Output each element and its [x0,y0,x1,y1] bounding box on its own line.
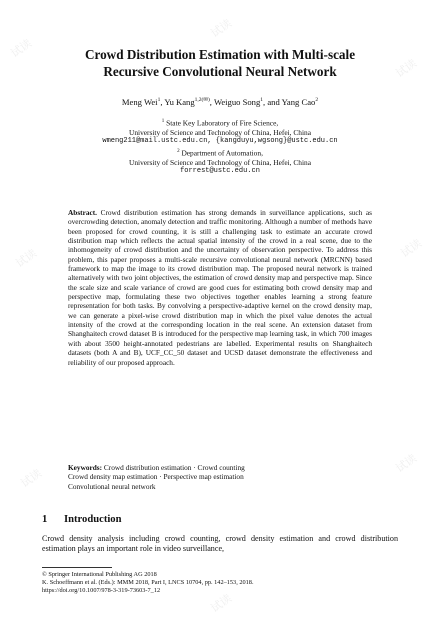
section-number: 1 [42,514,48,525]
watermark: 试读 [208,16,235,41]
keyword: Crowd density map estimation [68,472,158,482]
doi-link[interactable]: https://doi.org/10.1007/978-3-319-73603-7_12 [42,587,161,595]
watermark: 试读 [13,246,40,271]
watermark: 试读 [18,466,45,491]
author-affil-mark: 1 [260,97,264,103]
affiliation-text: State Key Laboratory of Fire Science, [166,118,279,128]
affiliation-emails[interactable]: forrest@ustc.edu.cn [180,166,260,175]
author-affil-mark: 1,2(✉) [194,97,210,103]
title-line: Crowd Distribution Estimation with Multi-scale [84,47,356,62]
footnote-rule [42,567,112,568]
watermark: 试读 [208,591,235,616]
abstract-label: Abstract. [68,208,97,217]
watermark: 试读 [393,451,420,476]
keyword: Crowd distribution estimation [103,463,192,472]
section-heading [42,513,122,526]
keyword: Crowd counting [197,463,245,472]
keyword: Perspective map estimation [163,472,244,482]
keywords [68,463,372,491]
author-affil-mark: 1 [157,97,161,103]
keyword: Convolutional neural network [68,481,156,491]
affiliation-line [30,117,410,128]
affiliation-text: Department of Automation, [181,148,263,158]
author-name: Yu Kang [164,96,195,107]
watermark: 试读 [8,36,35,61]
citation-line: K. Schoeffmann et al. (Eds.): MMM 2018, Part I, LNCS 10704, pp. 142–153, 2018. [42,579,254,587]
publication-footer [42,571,398,595]
paper-title [30,46,410,80]
title-line: Recursive Convolutional Neural Network [103,64,337,79]
author-name: Yang Cao [281,96,316,107]
keyword-separator: · [157,472,164,482]
watermark: 试读 [398,236,425,261]
affiliation-line [30,147,410,158]
author-list [30,95,410,108]
author-name: Meng Wei [121,96,158,107]
affiliation-emails[interactable]: wmeng211@mail.ustc.edu.cn, {kangduyu,wgsong}@ustc.edu.cn [102,137,338,146]
author-name: Weiguo Song [213,96,261,107]
affiliations [30,117,410,176]
watermark: 试读 [393,56,420,81]
abstract-text: Crowd distribution estimation has strong demands in surveillance applications, such as overcrowding detection, anomaly detection and traffic monitoring. Although a number of methods have been proposed for crowd counting, it is still a challenging task to estimate an accurate crowd distribution map which reflects the actual spatial intensity of the crowd in a real scene, due to the inhomogeneity of crowd distribution and the uncertainty of observation perspective. To address this problem, this paper proposes a multi-scale recursive convolutional neural network (MRCNN) based framework to map the image to its crowd distribution map. The proposed neural network is trained alternatively with two joint objectives, the estimation of crowd density map and perspective map. Since the scale size and scale variance of crowd are good cues for estimating both crowd density map and perspective map, formulating these two objectives together enables learning a strong feature representation for both tasks. By convolving a perspective-adaptive kernel on the crowd density map, we can generate a pixel-wise crowd distribution map in which the pixel value denotes the actual intensity of the crowd at the corresponding location in the real scene. An extension dataset from Shanghaitech crowd dataset B is introduced for the perspective map learning task, in which 700 images with about 3500 height-annotated pedestrians are labelled. Experimental results on Shanghaitech datasets (both A and B), UCF_CC_50 dataset and UCSD dataset demonstrate the effectiveness and reliability of our proposed approach. [68,208,373,367]
author-separator: , [160,96,165,107]
author-separator: , and [263,96,282,107]
affiliation-line: University of Science and Technology of China, Hefei, China [128,127,311,137]
section-title: Introduction [64,514,122,525]
affiliation-mark: 1 [161,119,165,124]
affiliation-line: University of Science and Technology of China, Hefei, China [128,157,311,167]
intro-paragraph: Crowd density analysis including crowd counting, crowd density estimation and crowd distribution estimation plays an important role in video surveillance, [42,534,398,554]
keywords-label: Keywords: [68,463,103,472]
affiliation-mark: 2 [177,148,180,154]
keyword-separator: · [191,463,198,472]
abstract [68,208,372,367]
copyright-line: © Springer International Publishing AG 2018 [42,571,157,578]
author-affil-mark: 2 [315,97,319,103]
author-separator: , [209,96,214,107]
